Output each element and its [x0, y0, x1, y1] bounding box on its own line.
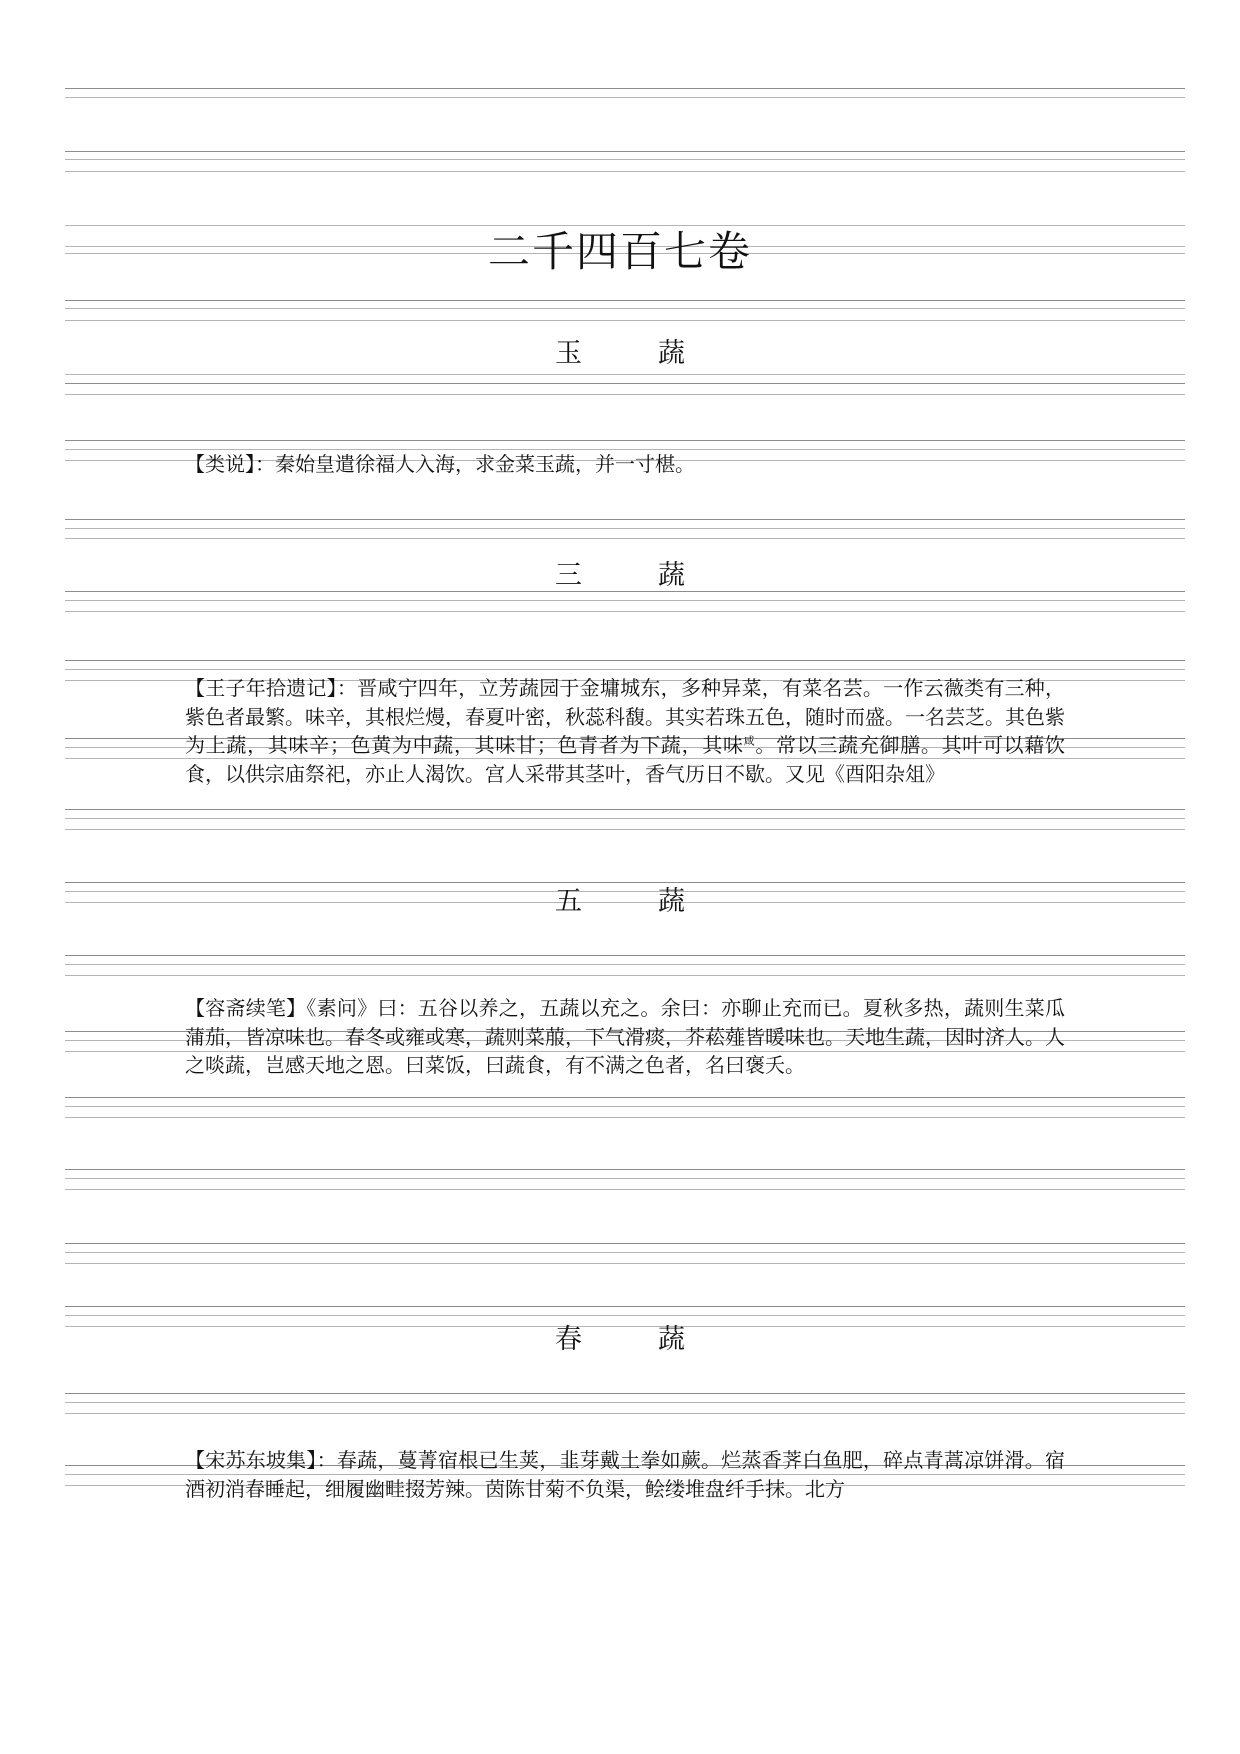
section-heading: [0, 884, 1240, 920]
heading-char: 蔬: [658, 886, 685, 917]
entry-paragraph: [185, 994, 1065, 1080]
entry-text-continued: 。常以三蔬充御膳。其叶可以藉饮食，以供宗庙祭祀，亦止人渴饮。宫人采带其茎叶，香气历日不歇。又见《酉阳杂俎》: [185, 733, 1066, 786]
heading-char: 蔬: [658, 338, 685, 369]
heading-char: 五: [555, 886, 582, 917]
entry-paragraph: [185, 450, 1065, 479]
entry-paragraph: [185, 674, 1065, 788]
source-title: 【类说】: [185, 452, 255, 476]
entry-paragraph: [185, 1446, 1065, 1503]
heading-char: 蔬: [658, 1324, 685, 1355]
source-title: 【容斋续笔】: [185, 996, 307, 1020]
heading-char: 玉: [555, 338, 582, 369]
entry-text: ：晋咸宁四年，立芳蔬园于金墉城东，多种异菜，有菜名芸。一作云薇类有三种，紫色者最繁。味辛，其根烂熳，春夏叶密，秋蕊科馥。其实若珠五色，随时而盛。一名芸芝。其色紫为上蔬，其味辛；色黄为中蔬，其味甘；色青者为下蔬，其味: [185, 676, 1066, 757]
entry-text: 《素问》曰：五谷以养之，五蔬以充之。余曰：亦聊止充而已。夏秋多热，蔬则生菜瓜蒲茄，皆凉味也。春冬或雍或寒，蔬则菜菔，下气滑痰，芥菘薤皆暖味也。天地生蔬，因时济人。人之啖蔬，岂感天地之恩。曰菜饭，曰蔬食，有不满之色者，名曰褒夭。: [185, 996, 1066, 1077]
source-title: 【宋苏东坡集】: [185, 1448, 317, 1472]
entry-text: ：春蔬，蔓菁宿根已生荚，韭芽戴土拳如蕨。烂蒸香荠白鱼肥，碎点青蒿凉饼滑。宿酒初消春睡起，细履幽畦掇芳辣。茵陈甘菊不负渠，鲙缕堆盘纤手抹。北方: [185, 1448, 1066, 1501]
section-heading: [0, 558, 1240, 594]
heading-char: 蔬: [658, 560, 685, 591]
volume-title: 二千四百七卷: [487, 227, 752, 276]
heading-char: 三: [555, 560, 582, 591]
small-note: 咸: [743, 734, 756, 748]
section-heading: [0, 336, 1240, 372]
section-heading: [0, 1322, 1240, 1358]
entry-text: ：秦始皇遣徐福人入海，求金菜玉蔬，并一寸椹。: [255, 452, 695, 476]
source-title: 【王子年拾遗记】: [185, 676, 337, 700]
heading-char: 春: [555, 1324, 582, 1355]
